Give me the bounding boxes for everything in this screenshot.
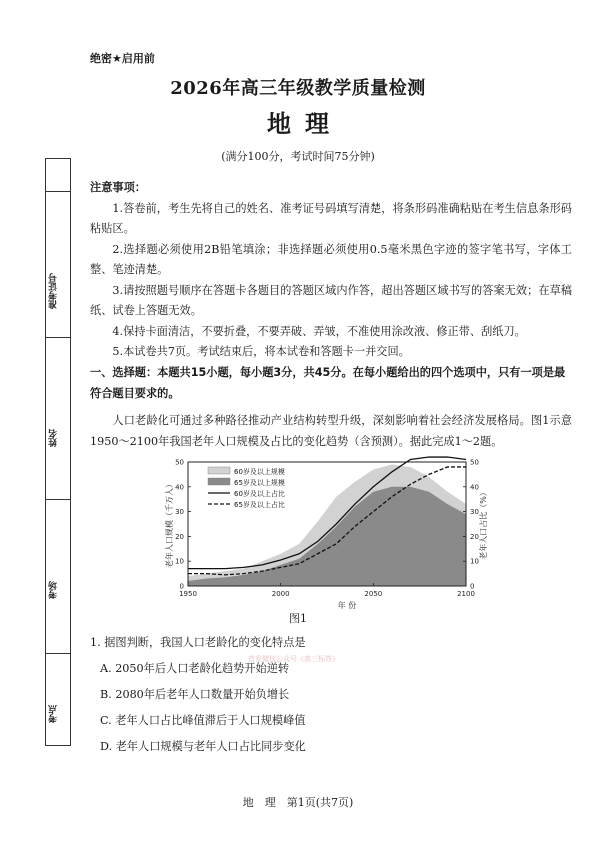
confidential-mark: 绝密★启用前 — [90, 52, 155, 65]
note-item: 2.选择题必须使用2B铅笔填涂；非选择题必须使用0.5毫米黑色字迹的签字笔书写，字体工整、笔迹清楚。 — [90, 242, 572, 276]
x-axis-label: 年 份 — [337, 601, 357, 610]
legend-label: 60岁及以上规模 — [234, 468, 285, 476]
legend-swatch — [208, 467, 230, 474]
legend-swatch — [208, 478, 230, 485]
y2-tick-label: 10 — [470, 557, 479, 566]
note-item: 4.保持卡面清洁，不要折叠，不要弄破、弄皱，不准使用涂改液、修正带、刮纸刀。 — [112, 324, 526, 338]
y-tick-label: 40 — [175, 483, 184, 492]
y2-tick-label: 30 — [470, 508, 479, 517]
x-tick-label: 2050 — [364, 590, 383, 598]
note-item: 3.请按照题号顺序在答题卡各题目的答题区域内作答，超出答题区域书写的答案无效；在草稿纸、试卷上答题无效。 — [90, 283, 572, 317]
y2-tick-label: 50 — [470, 458, 479, 467]
legend-label: 65岁及以上规模 — [234, 479, 285, 487]
y-tick-label: 30 — [175, 508, 184, 517]
notes-heading: 注意事项： — [90, 181, 146, 194]
y-tick-label: 20 — [175, 532, 184, 541]
y-tick-label: 50 — [175, 458, 184, 467]
figure-caption: 图1 — [289, 612, 307, 625]
subject-title: 地理 — [267, 110, 343, 138]
y2-axis-label: 老年人口占比（%） — [479, 488, 488, 560]
question-stem: 1. 据图判断，我国人口老龄化的变化特点是 — [90, 636, 306, 649]
legend-label: 60岁及以上占比 — [234, 490, 285, 498]
page-footer: 地 理 第1页(共7页) — [242, 796, 354, 809]
exam-title: 2026年高三年级教学质量检测 — [170, 78, 426, 99]
question-intro: 人口老龄化可通过多种路径推动产业结构转型升级，深刻影响着社会经济发展格局。图1示意1950～2100年我国老年人口规模及占比的变化趋势（含预测）。据此完成1～2题。 — [90, 414, 572, 448]
option-b[interactable]: B. 2080年后老年人口数量开始负增长 — [100, 688, 290, 701]
strip-label-name: 姓名 — [49, 429, 59, 447]
section-heading: 一、选择题：本题共15小题，每小题3分，共45分。在每小题给出的四个选项中，只有一项是最符合题目要求的。 — [90, 366, 566, 400]
y2-tick-label: 20 — [470, 532, 479, 541]
watermark: 首发微信公众号《高三标答》 — [248, 655, 339, 663]
option-d[interactable]: D. 老年人口规模与老年人口占比同步变化 — [100, 740, 306, 753]
legend-label: 65岁及以上占比 — [234, 501, 285, 509]
y-tick-label: 10 — [175, 557, 184, 566]
strip-label-room: 考场 — [49, 581, 59, 599]
note-item: 5.本试卷共7页。考试结束后，将本试卷和答题卡一并交回。 — [112, 345, 410, 358]
strip-label-site: 考点 — [49, 705, 59, 723]
y2-tick-label: 40 — [470, 483, 479, 492]
option-a[interactable]: A. 2050年后人口老龄化趋势开始逆转 — [100, 662, 290, 675]
score-note: (满分100分，考试时间75分钟) — [221, 150, 375, 163]
x-tick-label: 2100 — [457, 590, 475, 598]
strip-label-exam-number: 准考证号 — [49, 273, 59, 309]
option-c[interactable]: C. 老年人口占比峰值滞后于人口规模峰值 — [100, 714, 306, 727]
note-item: 1.答卷前，考生先将自己的姓名、准考证号码填写清楚，将条形码准确粘贴在考生信息条形码粘贴区。 — [90, 201, 572, 235]
y2-tick-label: 0 — [470, 582, 475, 591]
y-tick-label: 0 — [179, 582, 184, 591]
y-axis-label: 老年人口规模（千万人） — [165, 480, 174, 568]
x-tick-label: 2000 — [271, 590, 290, 598]
x-tick-label: 1950 — [179, 590, 197, 598]
